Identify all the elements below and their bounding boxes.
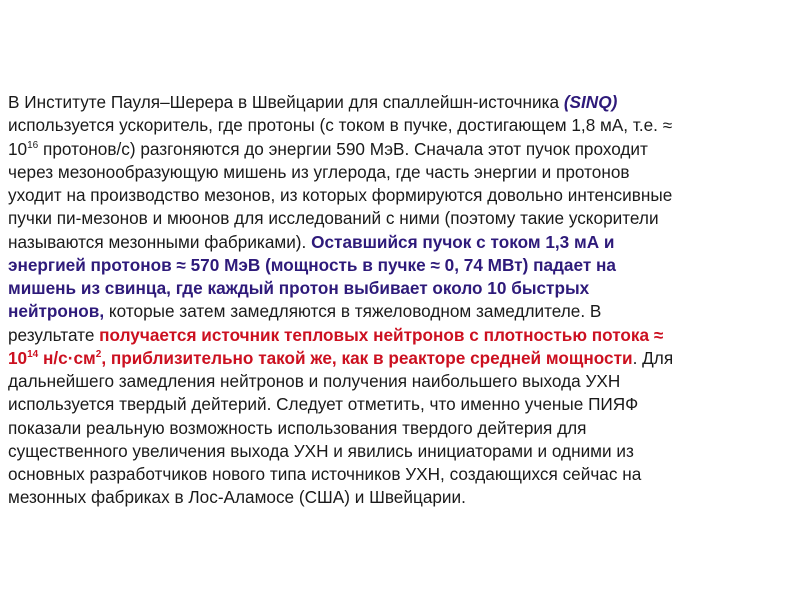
superscript: 16 [27,139,39,151]
text-line [8,347,794,370]
text-segment: показали реальную возможность использования твердого дейтерия для [8,417,587,438]
body-paragraph [8,91,794,510]
text-segment: протонов/с) разгоняются до энергии 590 МэВ. Сначала этот пучок проходит [38,138,648,159]
text-segment: н/с·см [38,347,96,368]
text-segment: В Институте Пауля–Шерера в Швейцарии для спаллейшн-источника [8,92,564,112]
text-segment: энергией протонов ≈ 570 МэВ (мощность в пучке ≈ 0, 74 МВт) падает на [8,254,616,275]
text-segment: используется твердый дейтерий. Следует отметить, что именно ученые ПИЯФ [8,394,639,415]
text-line [8,300,794,323]
text-segment: Оставшийся пучок с током 1,3 мА и [311,231,615,252]
text-segment: через мезонообразующую мишень из углерода, где часть энергии и протонов [8,161,630,182]
text-segment: результате [8,324,100,345]
superscript: 14 [27,348,39,360]
text-line [8,184,794,207]
text-segment: используется ускоритель, где протоны (с током в пучке, достигающем 1,8 мА, т.е. ≈ [8,115,673,136]
text-line [8,207,794,230]
text-segment: 10 [8,138,28,159]
text-line [8,91,794,114]
text-line [8,440,794,463]
text-segment: получается источник тепловых нейтронов с плотностью потока ≈ [99,324,664,345]
text-segment: называются мезонными фабриками). [8,231,312,252]
text-line [8,324,794,347]
text-line [8,231,794,254]
text-segment: , приблизительно такой же, как в реакторе средней мощности [101,347,633,368]
text-line [8,417,794,440]
text-segment: . Для [632,347,674,368]
text-segment: нейтронов, [8,301,105,322]
text-segment: (SINQ) [563,92,618,112]
text-segment: дальнейшего замедления нейтронов и получения наибольшего выхода УХН [8,371,621,391]
text-line [8,486,794,509]
text-line [8,138,794,161]
text-line [8,370,794,393]
text-segment: мишень из свинца, где каждый протон выбивает около 10 быстрых [8,278,590,298]
text-line [8,161,794,184]
text-line [8,254,794,277]
text-line [8,393,794,416]
text-segment: основных разработчиков нового типа источников УХН, создающихся сейчас на [8,464,642,484]
text-segment: существенного увеличения выхода УХН и явились инициаторами и одними из [8,440,634,461]
text-segment: пучки пи-мезонов и мюонов для исследований с ними (поэтому такие ускорители [8,208,659,229]
superscript: 2 [95,348,102,360]
text-segment: уходит на производство мезонов, из которых формируются довольно интенсивные [8,185,673,205]
text-segment: 10 [8,347,28,368]
text-line [8,277,794,300]
text-segment: мезонных фабриках в Лос-Аламосе (США) и Швейцарии. [8,487,466,508]
text-segment: которые затем замедляются в тяжеловодном замедлителе. В [104,301,602,322]
text-line [8,114,794,137]
text-line [8,463,794,486]
